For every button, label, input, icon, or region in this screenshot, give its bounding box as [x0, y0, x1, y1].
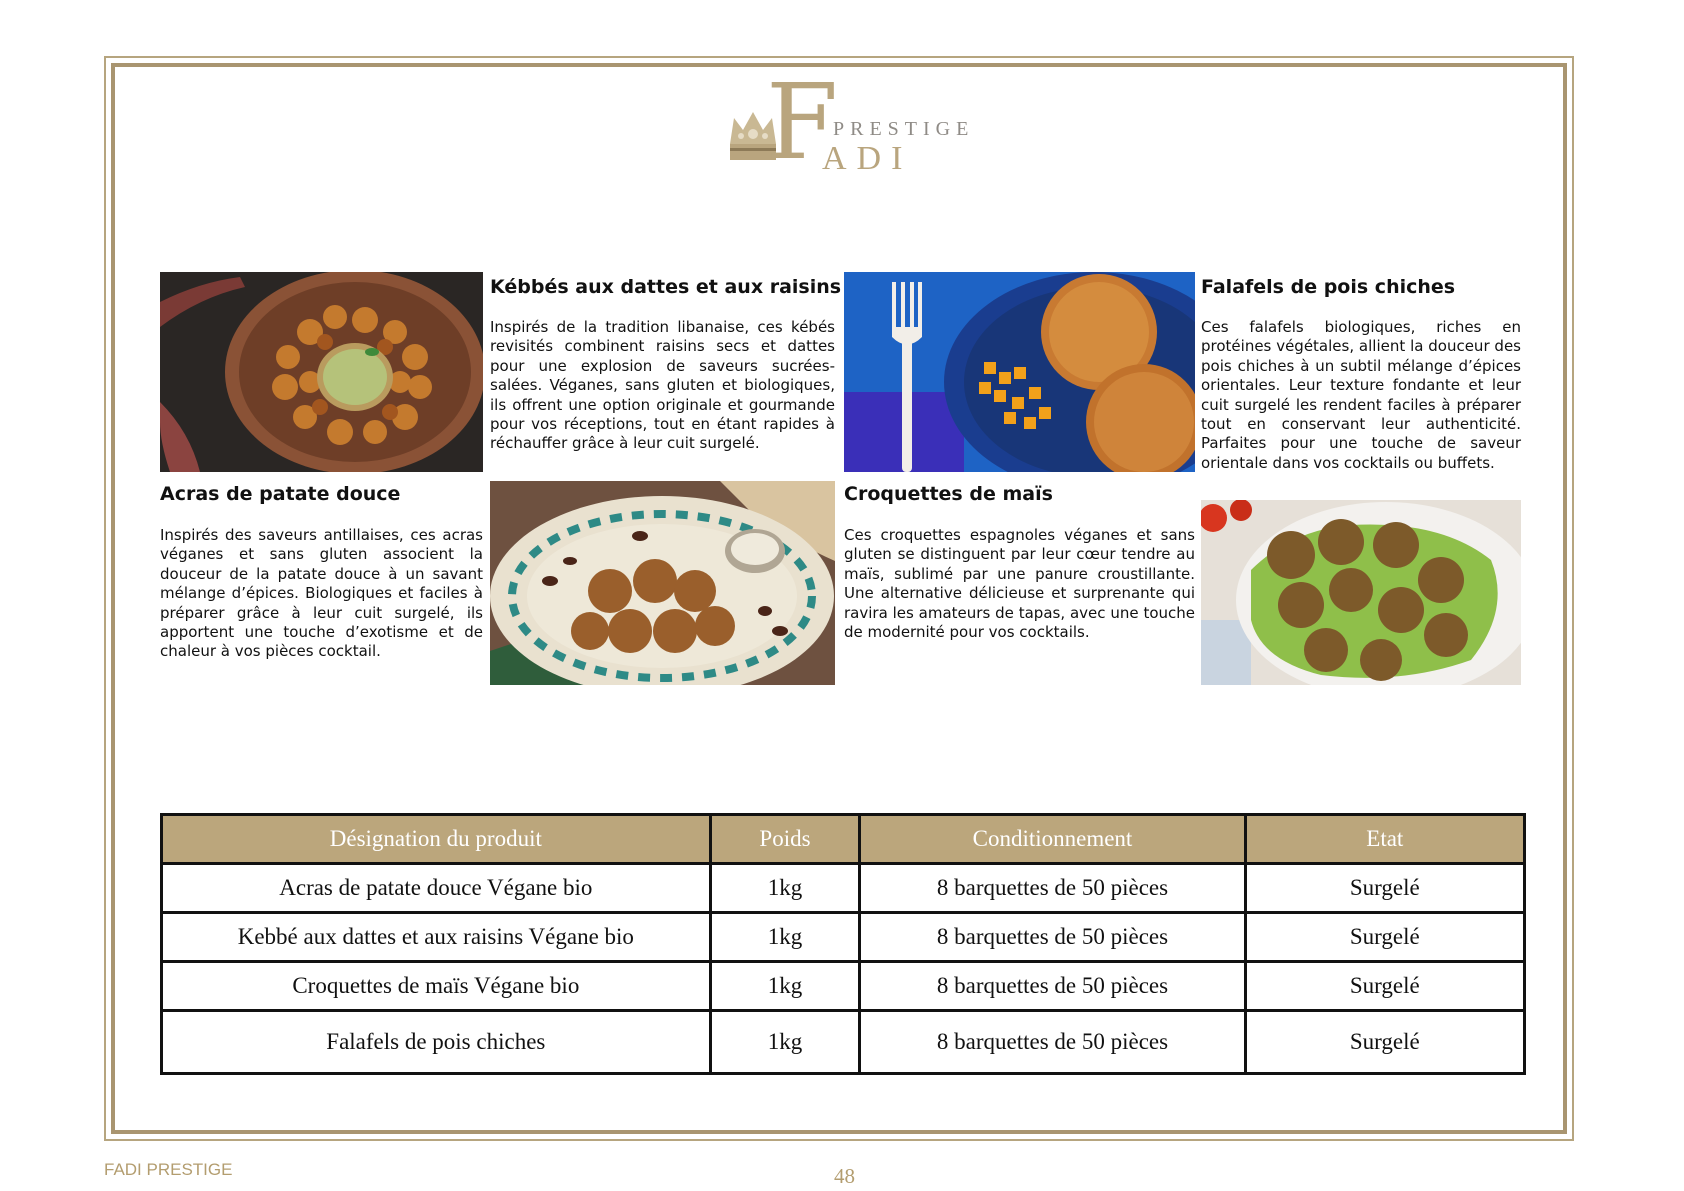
header-designation: Désignation du produit	[162, 815, 711, 864]
product-title-croquettes: Croquettes de maïs	[844, 483, 1053, 505]
product-desc-acras: Inspirés des saveurs antillaises, ces acras véganes et sans gluten associent la douceur de la patate douce à un savant mélange d’épices. Biologiques et faciles à préparer grâce à leur cuit surgelé, ils apportent une touche d’exotisme et de chaleur à vos pièces cocktail.	[160, 526, 483, 661]
cell-etat: Surgelé	[1245, 913, 1524, 962]
table-header-row	[162, 815, 1525, 864]
cell-conditionnement: 8 barquettes de 50 pièces	[860, 864, 1245, 913]
cell-poids: 1kg	[710, 864, 860, 913]
brand-logo	[726, 61, 975, 183]
cell-designation: Acras de patate douce Végane bio	[162, 864, 711, 913]
product-title-kebbes: Kébbés aux dattes et aux raisins	[490, 276, 842, 298]
product-desc-kebbes: Inspirés de la tradition libanaise, ces kébés revisités combinent raisins secs et dattes pour une explosion de saveurs sucrées-salées. Véganes, sans gluten et biologiques, ils offrent une option originale et gourmande pour vos réceptions, tout en étant rapides à réchauffer grâce à leur cuit surgelé.	[490, 318, 835, 453]
cell-designation: Falafels de pois chiches	[162, 1011, 711, 1074]
cell-designation: Croquettes de maïs Végane bio	[162, 962, 711, 1011]
cell-conditionnement: 8 barquettes de 50 pièces	[860, 913, 1245, 962]
cell-poids: 1kg	[710, 962, 860, 1011]
croquettes-photo	[844, 272, 1195, 472]
header-etat: Etat	[1245, 815, 1524, 864]
header-conditionnement: Conditionnement	[860, 815, 1245, 864]
table-row	[162, 962, 1525, 1011]
logo-word-top: PRESTIGE	[833, 118, 975, 140]
product-title-acras: Acras de patate douce	[160, 483, 401, 505]
cell-etat: Surgelé	[1245, 1011, 1524, 1074]
cell-designation: Kebbé aux dattes et aux raisins Végane bio	[162, 913, 711, 962]
kebbes-photo	[490, 481, 835, 685]
logo-letter: F	[766, 61, 839, 183]
logo-word-bottom: ADI	[822, 140, 913, 177]
product-desc-croquettes: Ces croquettes espagnoles véganes et sans gluten se distinguent par leur cœur tendre au maïs, sublimé par une panure croustillante. Une alternative délicieuse et surprenante qui ravira les amateurs de tapas, avec une touche de modernité pour vos cocktails.	[844, 526, 1195, 642]
table-row	[162, 1011, 1525, 1074]
cell-conditionnement: 8 barquettes de 50 pièces	[860, 1011, 1245, 1074]
table-row	[162, 864, 1525, 913]
product-desc-falafels: Ces falafels biologiques, riches en protéines végétales, allient la douceur des pois chiches à un subtil mélange d’épices orientales. Leur texture fondante et leur cuit surgelé les rendent faciles à préparer tout en conservant leur authenticité. Parfaites pour une touche de saveur orientale dans vos cocktails ou buffets.	[1201, 318, 1521, 472]
header-poids: Poids	[710, 815, 860, 864]
cell-etat: Surgelé	[1245, 962, 1524, 1011]
footer-brand: FADI PRESTIGE	[104, 1160, 233, 1179]
product-table	[160, 813, 1526, 1075]
cell-poids: 1kg	[710, 1011, 860, 1074]
cell-etat: Surgelé	[1245, 864, 1524, 913]
table-row	[162, 913, 1525, 962]
cell-poids: 1kg	[710, 913, 860, 962]
cell-conditionnement: 8 barquettes de 50 pièces	[860, 962, 1245, 1011]
product-title-falafels: Falafels de pois chiches	[1201, 276, 1456, 298]
falafels-photo	[1201, 500, 1521, 685]
page-number: 48	[834, 1164, 855, 1188]
acras-photo	[160, 272, 483, 472]
